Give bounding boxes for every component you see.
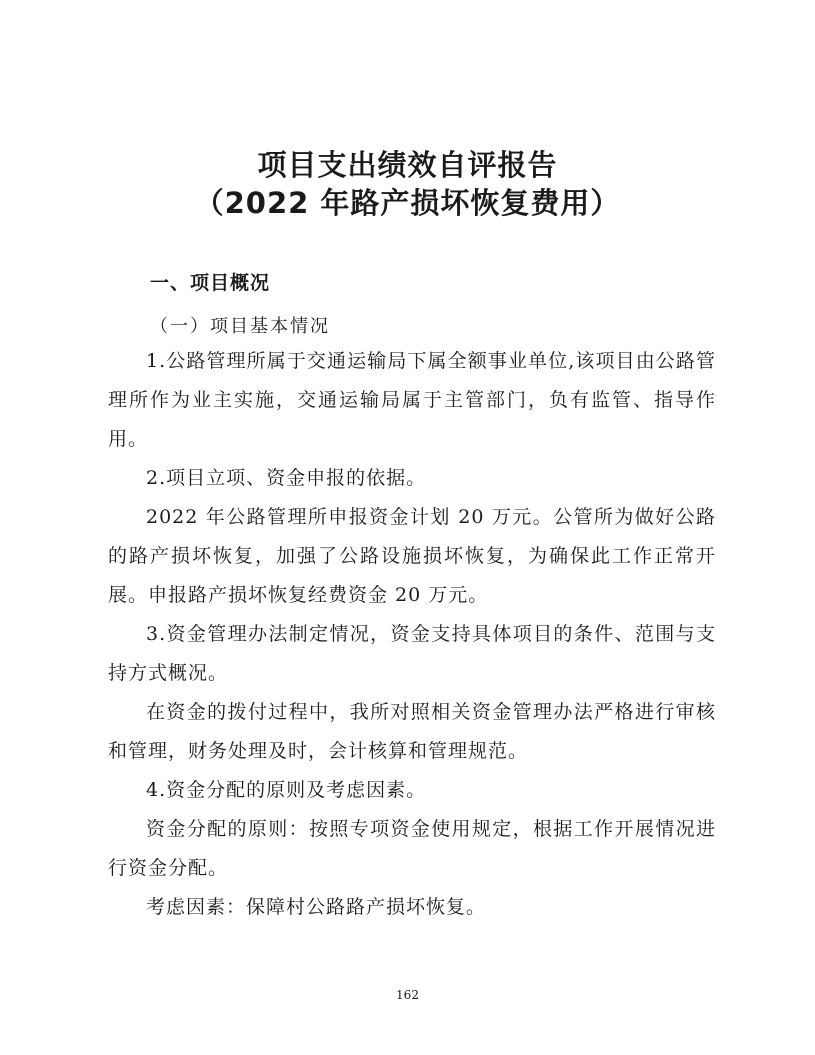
paragraph-2: 2.项目立项、资金申报的依据。 xyxy=(146,467,427,489)
paragraph-4: 3.资金管理办法制定情况，资金支持具体项目的条件、范围与支持方式概况。 xyxy=(108,623,716,684)
page-number: 162 xyxy=(396,988,419,1002)
paragraph-1: 1.公路管理所属于交通运输局下属全额事业单位,该项目由公路管理所作为业主实施，交通运输局属于主管部门，负有监管、指导作用。 xyxy=(108,350,716,450)
document-title: 项目支出绩效自评报告 xyxy=(257,148,558,182)
document-subtitle: （2022 年路产损坏恢复费用） xyxy=(194,186,621,220)
subsection-heading: （一）项目基本情况 xyxy=(150,316,330,337)
section-heading: 一、项目概况 xyxy=(150,272,271,294)
paragraph-8: 考虑因素：保障村公路路产损坏恢复。 xyxy=(146,896,487,918)
paragraph-5: 在资金的拨付过程中，我所对照相关资金管理办法严格进行审核和管理，财务处理及时，会计核算和管理规范。 xyxy=(108,701,716,762)
paragraph-3: 2022 年公路管理所申报资金计划 20 万元。公管所为做好公路的路产损坏恢复，加强了公路设施损坏恢复，为确保此工作正常开展。申报路产损坏恢复经费资金 20 万元。 xyxy=(108,506,716,606)
paragraph-7: 资金分配的原则：按照专项资金使用规定，根据工作开展情况进行资金分配。 xyxy=(108,818,716,879)
paragraph-6: 4.资金分配的原则及考虑因素。 xyxy=(146,779,427,801)
